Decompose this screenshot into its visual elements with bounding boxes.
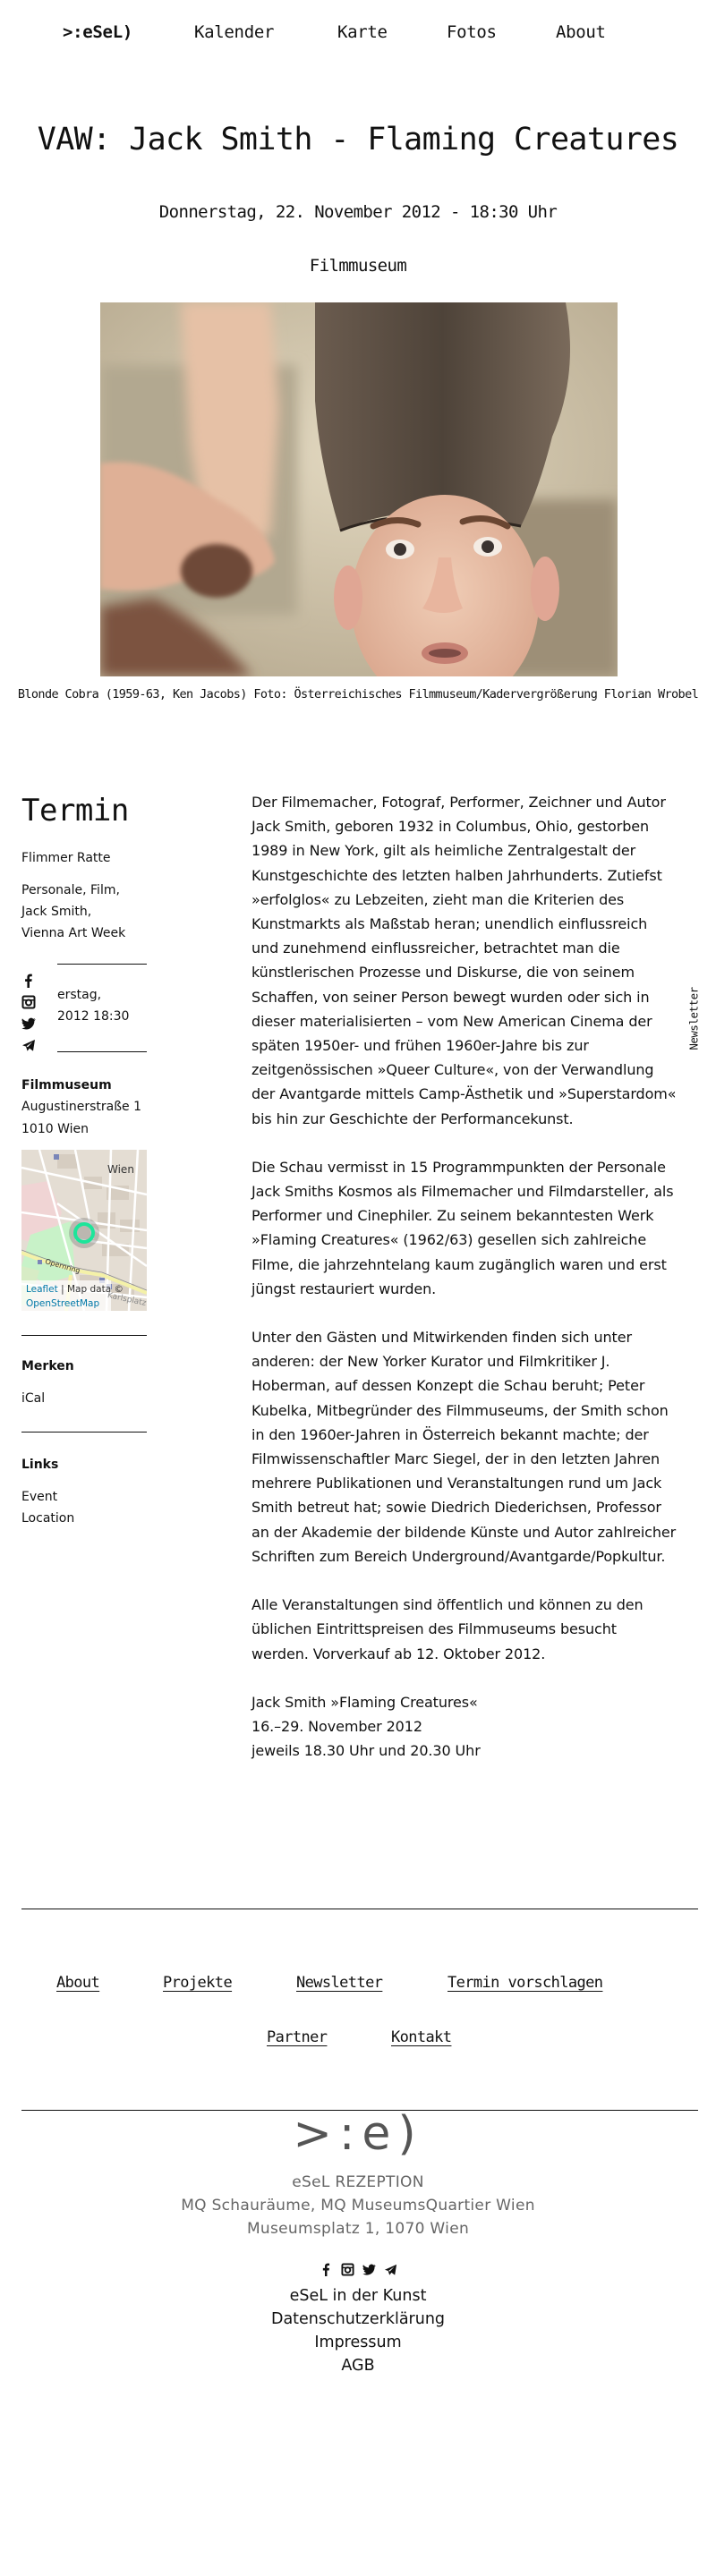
instagram-icon[interactable] [21,995,36,1009]
map-attribution [21,1280,124,1311]
footer-link-newsletter[interactable]: Newsletter [296,1974,383,1992]
map-label-karlsplatz: Karlsplatz [106,1291,147,1308]
description-paragraph: Unter den Gästen und Mitwirkenden finden sich unter anderen: der New Yorker Kurator und Filmkritiker J. Hoberman, auf dessen Konzept die Schau beruht; Peter Kubelka, Mitbegründer des Filmmuseums, der Smith schon in den 1960er-Jahren in Österreich bekannt machte; der Filmwissenschaftler Marc Siegel, der in den letzten Jahren mehrere Publikationen und Veranstaltungen rund um Jack Smith betreut hat; sowie Diedrich Diederichsen, Professor an der Akademie der bildende Künste und Autor zahlreicher Schriften zum Bereich Underground/Avantgarde/Popkultur. [251,1329,677,1565]
footer-logo[interactable]: >:e) [293,2107,423,2161]
footer-link-agb[interactable]: AGB [341,2357,375,2375]
footer-link-projekte[interactable]: Projekte [163,1974,233,1992]
page-title: VAW: Jack Smith - Flaming Creatures [37,122,679,157]
footer-org-name: eSeL REZEPTION [292,2173,424,2191]
footer-link-datenschutz[interactable]: Datenschutzerklärung [270,2310,446,2328]
footer-address: Museumsplatz 1, 1070 Wien [246,2220,470,2238]
date-fragment-2: 2012 18:30 [57,1009,130,1024]
footer-link-termin-vorschlagen[interactable]: Termin vorschlagen [448,1974,603,1992]
description-paragraph: Alle Veranstaltungen sind öffentlich und können zu den üblichen Eintrittspreisen des Filmmuseums besucht werden. Vorverkauf ab 12. Oktober 2012. [251,1596,644,1662]
merken-heading: Merken [21,1359,74,1373]
tags-line-2[interactable]: Jack Smith, [21,905,92,919]
footer-social-icons [0,2263,716,2276]
footer-place: MQ Schauräume, MQ MuseumsQuartier Wien [181,2197,535,2215]
nav-kalender[interactable]: Kalender [194,22,275,42]
map-label-opernring: Opernring [44,1257,81,1275]
location-map[interactable] [21,1150,147,1311]
top-navigation [0,20,716,47]
info-line: jeweils 18.30 Uhr und 20.30 Uhr [251,1742,481,1760]
location-link[interactable]: Location [21,1511,75,1526]
event-date-short [57,984,129,1027]
footer-link-impressum[interactable]: Impressum [314,2334,402,2351]
divider [57,1051,147,1052]
telegram-icon[interactable] [384,2263,397,2276]
description-paragraph: Die Schau vermisst in 15 Programmpunkten der Personale Jack Smiths Kosmos als Filmemacher und Filmdarsteller, als Performer und Cinephiler. Zu seinem bekanntesten Werk »Flaming Creatures« (1962/63) gesellen sich zahlreiche Filme, die jahrzehntelang kaum zugänglich waren und erst jüngst restauriert wurden. [251,1158,674,1297]
telegram-icon[interactable] [21,1038,36,1052]
twitter-icon[interactable] [362,2263,376,2276]
divider [57,964,147,965]
location-city: 1010 Wien [21,1122,89,1136]
facebook-icon[interactable] [320,2263,333,2276]
footer-link-esel-in-der-kunst[interactable]: eSeL in der Kunst [289,2287,427,2305]
instagram-icon[interactable] [341,2263,354,2276]
nav-fotos[interactable]: Fotos [447,22,497,42]
divider [21,1335,147,1336]
location-name[interactable]: Filmmuseum [21,1078,112,1092]
divider [21,1432,147,1433]
info-line: Jack Smith »Flaming Creatures« [251,1693,478,1711]
site-logo-link[interactable]: >:eSeL) [63,22,132,42]
info-line: 16.–29. November 2012 [251,1717,422,1735]
footer-link-kontakt[interactable]: Kontakt [391,2028,452,2046]
newsletter-tab-label: Newsletter [686,987,701,1050]
sidebar-heading: Termin [21,793,129,829]
tags-line-1[interactable]: Personale, Film, [21,883,120,897]
twitter-icon[interactable] [21,1016,36,1031]
event-datetime: Donnerstag, 22. November 2012 - 18:30 Uhr [158,202,558,222]
newsletter-side-tab[interactable] [686,980,702,1060]
image-caption: Blonde Cobra (1959-63, Ken Jacobs) Foto: Österreichisches Filmmuseum/Kadervergrößerung Florian Wrobel [17,687,699,701]
links-heading: Links [21,1458,59,1472]
organizer[interactable]: Flimmer Ratte [21,851,111,865]
hero-image [100,302,618,676]
facebook-icon[interactable] [21,973,36,988]
leaflet-link[interactable]: Leaflet [26,1284,58,1295]
event-description [251,790,677,1763]
footer-link-about[interactable]: About [56,1974,100,1992]
nav-about[interactable]: About [556,22,606,42]
ical-link[interactable]: iCal [21,1391,46,1406]
description-paragraph: Der Filmemacher, Fotograf, Performer, Zeichner und Autor Jack Smith, geboren 1932 in Columbus, Ohio, gestorben 1989 in New York, gilt als heimliche Zentralgestalt der Kunstgeschichte des letzten halben Jahrhunderts. Zutiefst »erfolglos« zu Lebzeiten, zieht man die Kriterien des Kunstmarkts als Maßstab heran; unendlich einflussreich und zunehmend einflussreicher, betrachtet man die künstlerischen Prozesse und Diskurse, die von seinem Schaffen, von seiner Person bewegt wurden oder sich in dieser materialisierten – vom New American Cinema der späten 1950er- und frühen 1960er-Jahre bis zur zeitgenössischen »Queer Culture«, von der Verwandlung der Avantgarde mittels Camp-Ästhetik und »Superstardom« bis hin zur Geschichte der Performancekunst. [251,794,677,1127]
map-label-wien: Wien [107,1163,134,1176]
footer-link-partner[interactable]: Partner [267,2028,328,2046]
map-data-label: | Map data © [57,1284,124,1295]
osm-link[interactable]: OpenStreetMap [26,1298,100,1309]
nav-karte[interactable]: Karte [337,22,388,42]
event-venue: Filmmuseum [309,256,407,276]
location-street: Augustinerstraße 1 [21,1100,142,1114]
date-fragment-1: erstag, [57,988,102,1002]
film-still-illustration [100,302,618,676]
tags-line-3[interactable]: Vienna Art Week [21,926,126,940]
event-link[interactable]: Event [21,1490,58,1504]
tag-list [21,880,125,944]
